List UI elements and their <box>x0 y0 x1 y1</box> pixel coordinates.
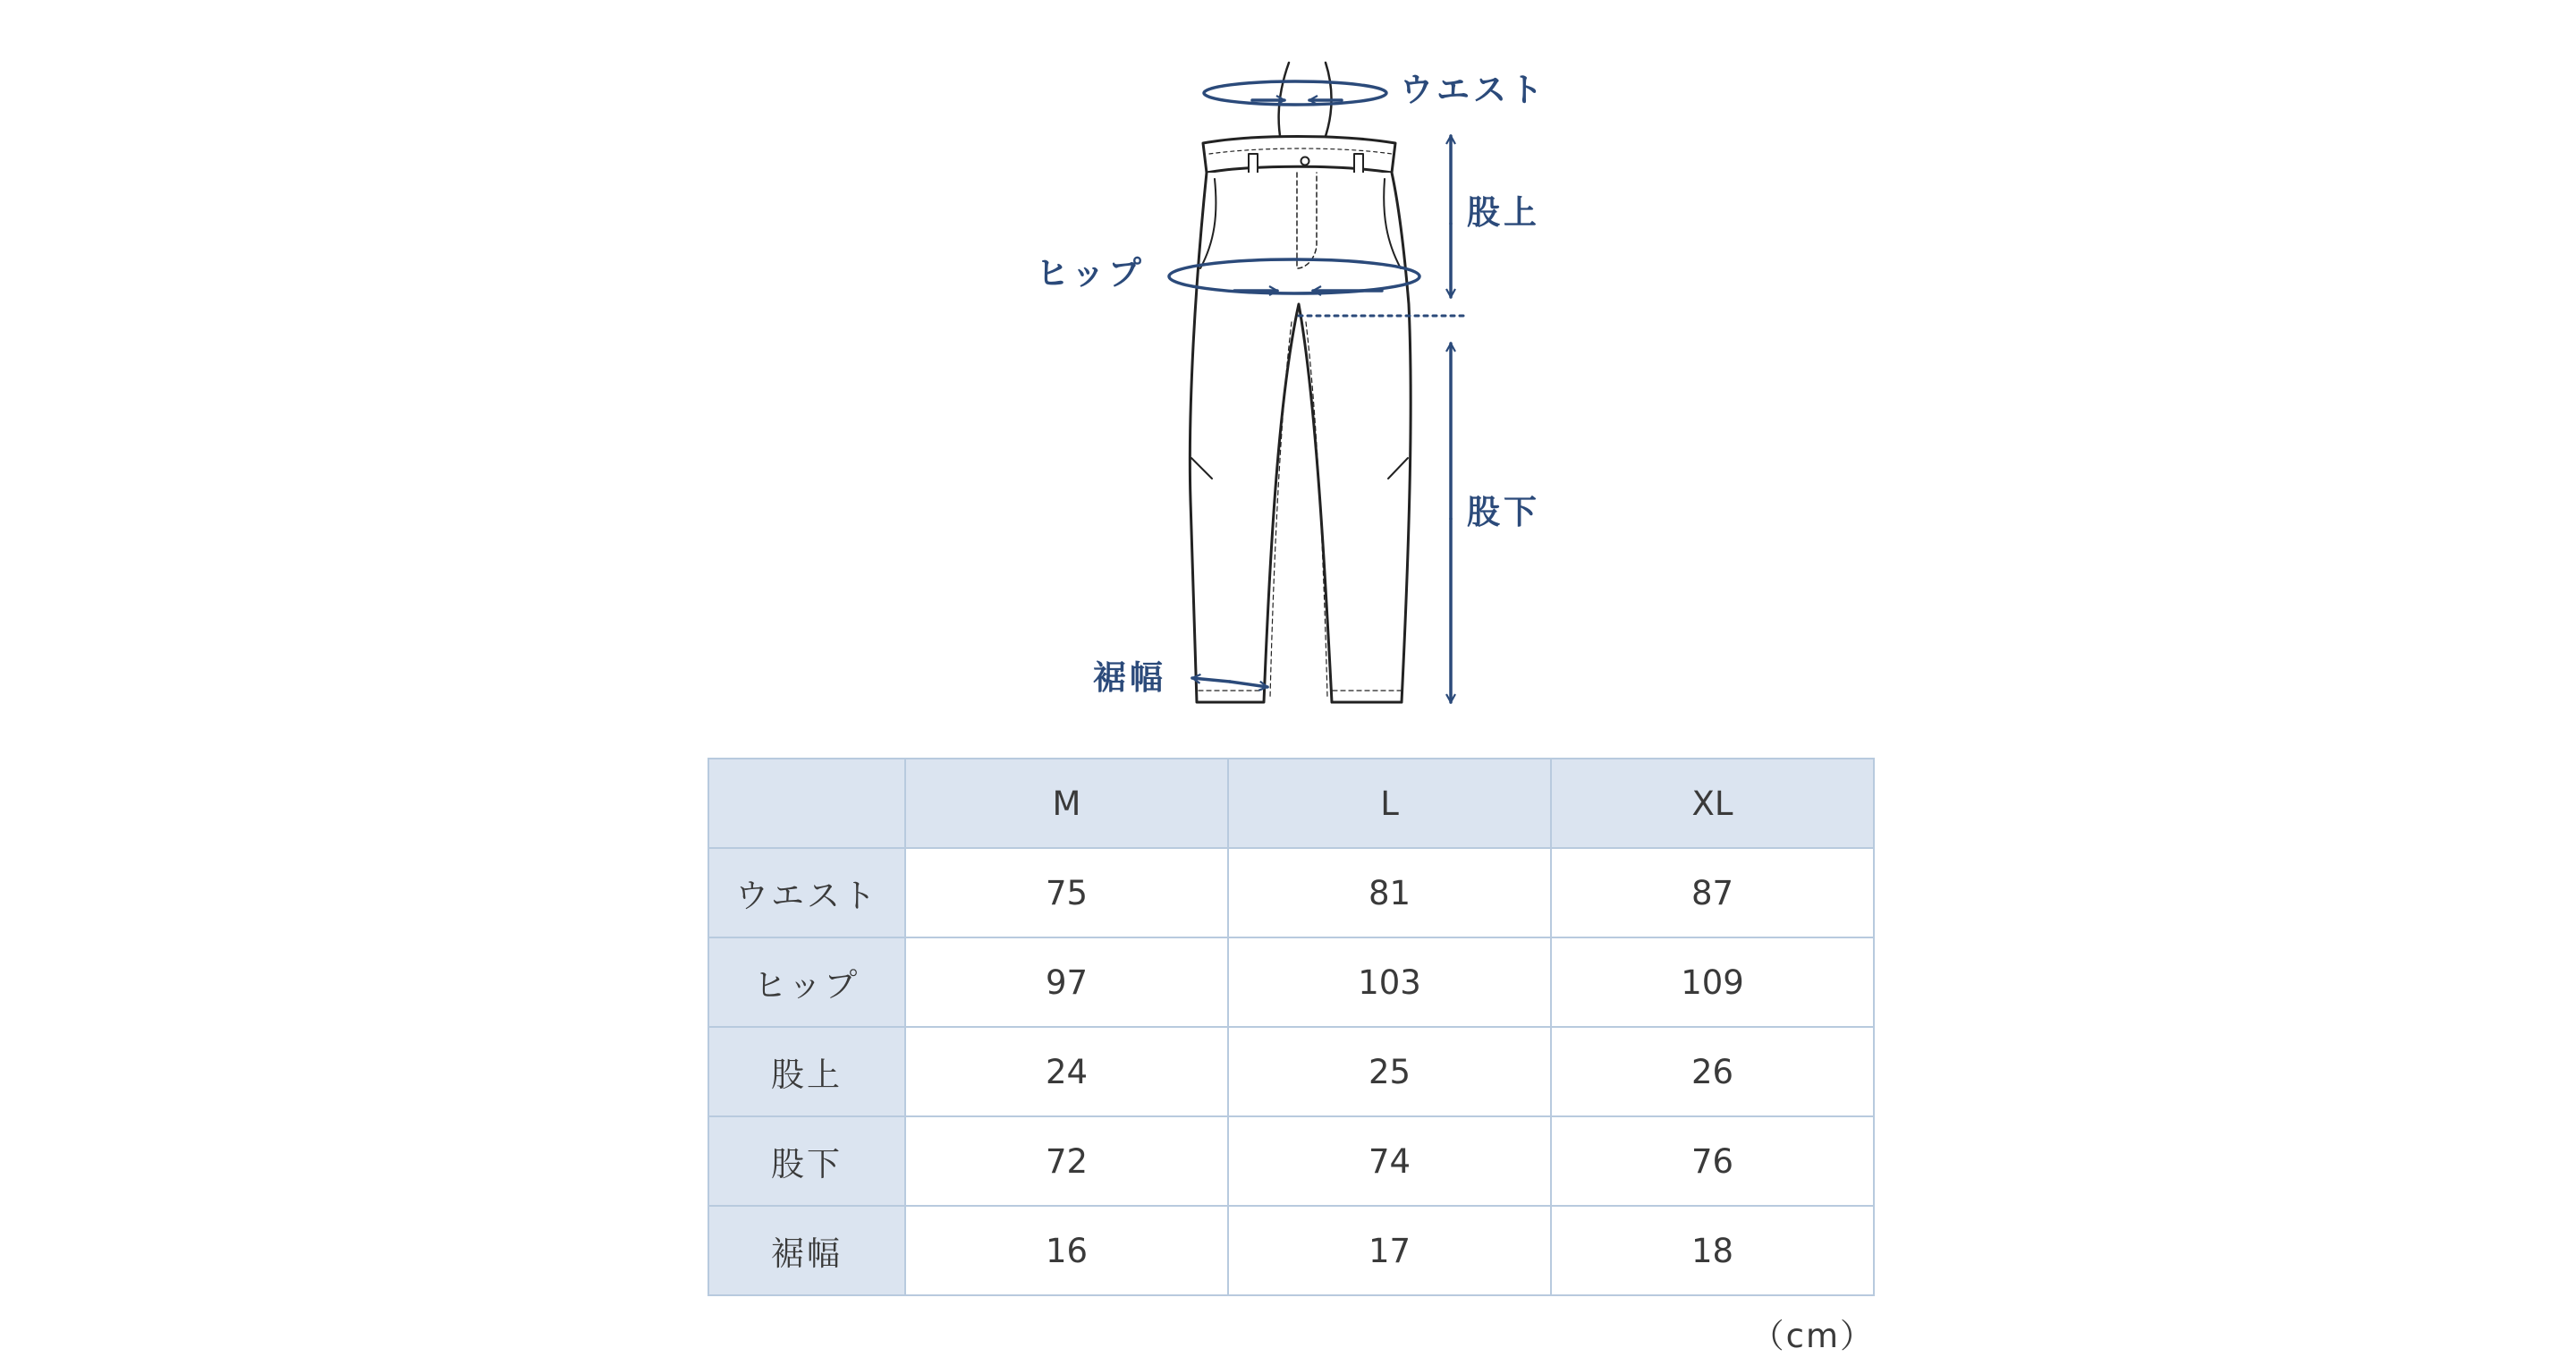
table-row <box>708 1116 1874 1206</box>
label-hem-width: 裾幅 <box>1093 658 1166 697</box>
table-cell: 72 <box>905 1116 1228 1206</box>
header-corner-cell <box>708 759 905 848</box>
size-header-l: L <box>1228 759 1551 848</box>
size-table <box>708 758 1875 1296</box>
drawstring-right <box>1324 63 1332 141</box>
table-cell: 17 <box>1228 1206 1551 1295</box>
table-row <box>708 848 1874 937</box>
label-hip: ヒップ <box>1036 254 1145 293</box>
table-cell: 97 <box>905 937 1228 1027</box>
waist-button <box>1301 157 1309 165</box>
pants-outline <box>1190 173 1411 702</box>
table-cell: 87 <box>1551 848 1874 937</box>
row-label: 股上 <box>708 1027 905 1116</box>
pants-illustration <box>1190 63 1411 702</box>
label-rise: 股上 <box>1467 193 1540 232</box>
waist-measure-ring <box>1204 81 1386 105</box>
size-header-row <box>708 759 1874 848</box>
drawstring-left <box>1279 63 1289 141</box>
table-row <box>708 937 1874 1027</box>
waistband <box>1203 137 1395 174</box>
size-header-xl: XL <box>1551 759 1874 848</box>
size-header-m: M <box>905 759 1228 848</box>
table-row <box>708 1027 1874 1116</box>
label-inseam: 股下 <box>1467 493 1540 531</box>
table-cell: 109 <box>1551 937 1874 1027</box>
unit-note: （cm） <box>1750 1317 1875 1355</box>
table-cell: 25 <box>1228 1027 1551 1116</box>
label-waist: ウエスト <box>1400 71 1546 109</box>
table-row <box>708 1206 1874 1295</box>
table-cell: 18 <box>1551 1206 1874 1295</box>
table-cell: 26 <box>1551 1027 1874 1116</box>
table-cell: 76 <box>1551 1116 1874 1206</box>
table-cell: 74 <box>1228 1116 1551 1206</box>
row-label: 股下 <box>708 1116 905 1206</box>
table-cell: 103 <box>1228 937 1551 1027</box>
row-label: ウエスト <box>708 848 905 937</box>
table-cell: 24 <box>905 1027 1228 1116</box>
row-label: ヒップ <box>708 937 905 1027</box>
table-cell: 81 <box>1228 848 1551 937</box>
table-cell: 75 <box>905 848 1228 937</box>
row-label: 裾幅 <box>708 1206 905 1295</box>
table-cell: 16 <box>905 1206 1228 1295</box>
